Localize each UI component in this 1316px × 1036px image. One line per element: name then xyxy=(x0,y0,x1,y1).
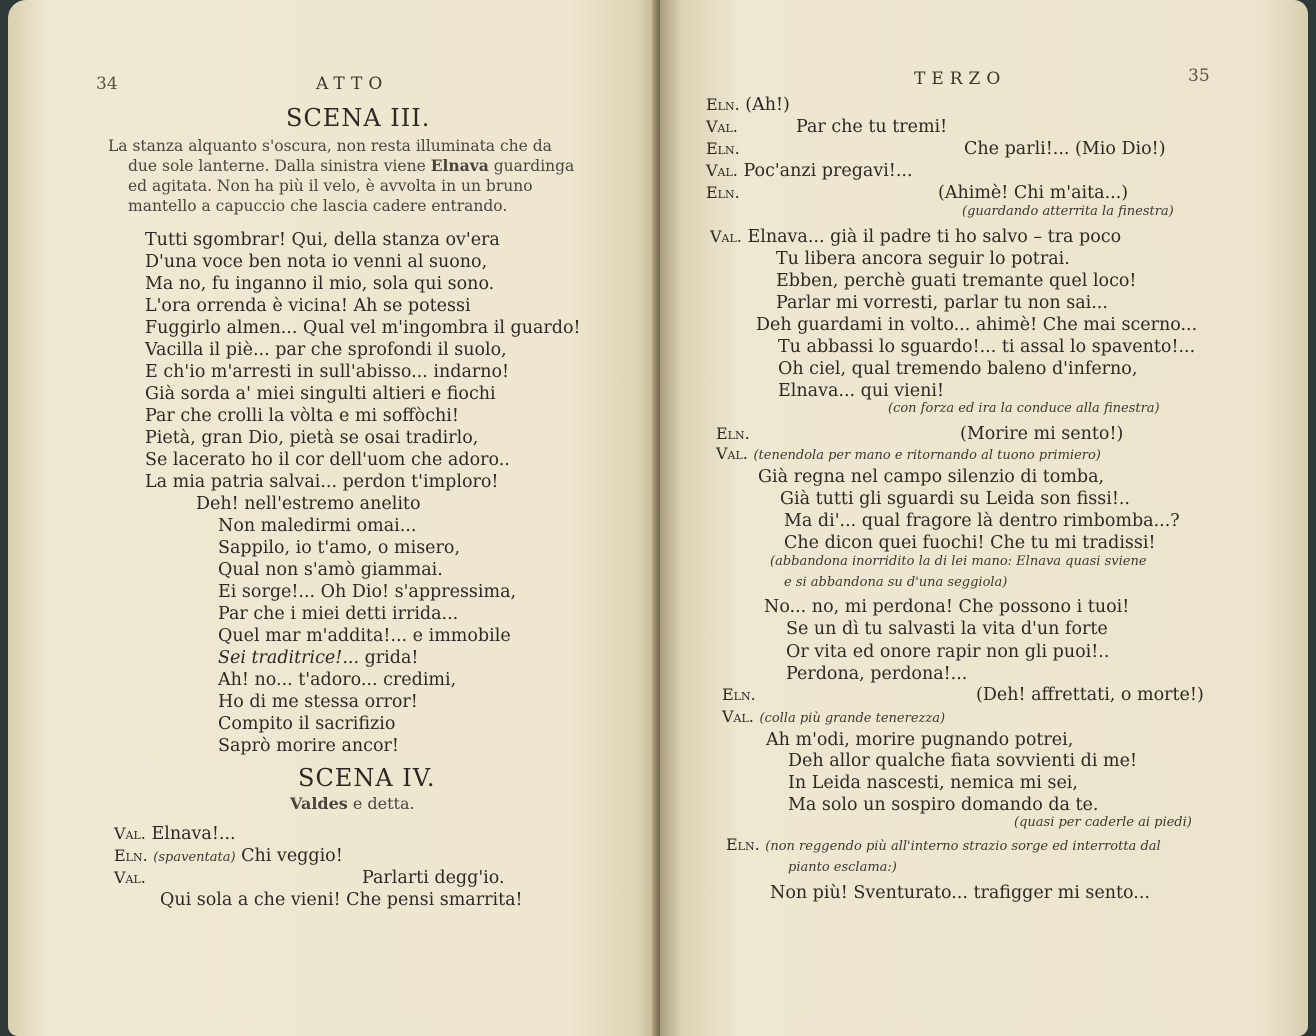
character-name: Elnava xyxy=(430,156,489,175)
verse-line: Non più! Sventurato... trafigger mi sento... xyxy=(770,883,1150,903)
dialogue-line: Eln. (Ah!) xyxy=(706,95,790,115)
verse-line: Saprò morire ancor! xyxy=(218,736,399,756)
page-number: 35 xyxy=(1188,66,1210,86)
dialogue-line: Eln. (Deh! affrettati, o morte!) xyxy=(722,685,1204,705)
verse-line: Par che i miei detti irrida... xyxy=(218,604,459,624)
speaker: Eln. xyxy=(706,183,740,202)
dialogue-line: Val. Parlarti degg'io. xyxy=(114,868,505,888)
dialogue-line: Val. Par che tu tremi! xyxy=(706,117,948,137)
speaker: Val. xyxy=(722,707,754,726)
verse-line: Ho di me stessa orror! xyxy=(218,692,418,712)
verse-line: Se lacerato ho il cor dell'uom che adoro.. xyxy=(145,450,510,470)
verse-line: L'ora orrenda è vicina! Ah se potessi xyxy=(145,296,471,316)
scene-title: SCENA III. xyxy=(286,104,431,132)
verse-line: Perdona, perdona!... xyxy=(786,664,968,684)
verse-line: In Leida nascesti, nemica mi sei, xyxy=(788,773,1078,793)
stage-direction: (spaventata) xyxy=(153,850,236,865)
verse-line: Tutti sgombrar! Qui, della stanza ov'era xyxy=(145,230,500,250)
speaker: Val. xyxy=(114,824,146,843)
verse-line: Par che crolli la vòlta e mi soffòchi! xyxy=(145,406,459,426)
speaker: Val. xyxy=(716,444,748,463)
running-head: ATTO xyxy=(316,74,389,94)
verse-line: Sei traditrice!... grida! xyxy=(218,648,419,668)
verse-line: Ah! no... t'adoro... credimi, xyxy=(218,670,457,690)
verse-line: Qual non s'amò giammai. xyxy=(218,560,443,580)
right-page xyxy=(660,0,1308,1036)
stage-direction: e si abbandona su d'una seggiola) xyxy=(784,575,1008,590)
verse-line: Ah m'odi, morire pugnando potrei, xyxy=(766,730,1074,750)
stage-line: ed agitata. Non ha più il velo, è avvolta in un bruno xyxy=(128,177,533,195)
dialogue-line: Eln. (Morire mi sento!) xyxy=(716,424,1124,444)
scene-persons: Valdes e detta. xyxy=(290,794,415,813)
verse-line: E ch'io m'arresti in sull'abisso... indarno! xyxy=(145,362,510,382)
verse-line: Ma di'... qual fragore là dentro rimbomba...? xyxy=(784,511,1180,531)
verse-line: Or vita ed onore rapir non gli puoi!.. xyxy=(786,642,1110,662)
verse-line: Oh ciel, qual tremendo baleno d'inferno, xyxy=(778,359,1138,379)
dialogue-line xyxy=(722,706,945,730)
verse-line: Non maledirmi omai... xyxy=(218,516,417,536)
verse-line: Deh allor qualche fiata sovvienti di me! xyxy=(788,751,1137,771)
verse-line: Ma no, fu inganno il mio, sola qui sono. xyxy=(145,274,495,294)
stage-direction: (quasi per caderle ai piedi) xyxy=(1014,815,1192,830)
dialogue-line: Eln. Che parli!... (Mio Dio!) xyxy=(706,139,1166,159)
dialogue-line xyxy=(716,443,1101,467)
speaker: Eln. xyxy=(706,139,740,158)
speaker: Val. xyxy=(706,117,738,136)
verse-line: La mia patria salvai... perdon t'imploro! xyxy=(145,472,499,492)
verse-line: Già regna nel campo silenzio di tomba, xyxy=(758,467,1105,487)
verse-line: No... no, mi perdona! Che possono i tuoi! xyxy=(764,597,1130,617)
speaker: Eln. xyxy=(716,424,750,443)
dialogue-line: Eln. (Ahimè! Chi m'aita...) xyxy=(706,183,1129,203)
verse-line: Elnava... qui vieni! xyxy=(778,381,945,401)
dialogue-line xyxy=(726,834,1161,858)
stage-direction: (guardando atterrita la finestra) xyxy=(962,204,1174,219)
verse-line: Sappilo, io t'amo, o misero, xyxy=(218,538,461,558)
verse-line: Tu libera ancora seguir lo potrai. xyxy=(776,249,1070,269)
verse-line: Pietà, gran Dio, pietà se osai tradirlo, xyxy=(145,428,479,448)
verse-line: Tu abbassi lo sguardo!... ti assal lo spavento!... xyxy=(778,337,1196,357)
dialogue-line: Val. Elnava... già il padre ti ho salvo – tra poco xyxy=(710,227,1122,247)
stage-line: La stanza alquanto s'oscura, non resta illuminata che da xyxy=(108,137,552,155)
verse-line: Fuggirlo almen... Qual vel m'ingombra il guardo! xyxy=(145,318,581,338)
scene-title: SCENA IV. xyxy=(298,764,436,792)
speaker: Val. xyxy=(710,227,742,246)
verse-line: Già tutti gli sguardi su Leida son fissi!.. xyxy=(780,489,1130,509)
verse-line: Già sorda a' miei singulti altieri e fiochi xyxy=(145,384,496,404)
speaker: Eln. xyxy=(706,95,740,114)
verse-line: Deh guardami in volto... ahimè! Che mai scerno... xyxy=(756,315,1198,335)
dialogue-line: Qui sola a che vieni! Che pensi smarrita! xyxy=(160,890,523,910)
stage-line: mantello a capuccio che lascia cadere entrando. xyxy=(128,197,508,215)
verse-line: Che dicon quei fuochi! Che tu mi tradissi! xyxy=(784,533,1156,553)
speaker: Val. xyxy=(706,161,738,180)
stage-direction: (abbandona inorridito la di lei mano: Elnava quasi sviene xyxy=(770,554,1147,569)
verse-line: Parlar mi vorresti, parlar tu non sai... xyxy=(776,293,1108,313)
stage-direction: pianto esclama:) xyxy=(788,860,897,875)
stage-direction: (con forza ed ira la conduce alla finestra) xyxy=(888,401,1160,416)
verse-line: Vacilla il piè... par che sprofondi il suolo, xyxy=(145,340,507,360)
stage-direction: (tenendola per mano e ritornando al tuono primiero) xyxy=(753,448,1101,463)
stage-direction: (colla più grande tenerezza) xyxy=(759,711,946,726)
running-head: TERZO xyxy=(914,69,1007,89)
stage-direction: (non reggendo più all'interno strazio sorge ed interrotta dal xyxy=(765,839,1161,854)
speaker: Eln. xyxy=(726,835,760,854)
verse-line: Ma solo un sospiro domando da te. xyxy=(788,795,1099,815)
dialogue-line: Val. Elnava!... xyxy=(114,824,236,844)
speaker: Eln. xyxy=(722,685,756,704)
dialogue-line: Eln. (spaventata) Chi veggio! xyxy=(114,846,343,866)
verse-line: Quel mar m'addita!... e immobile xyxy=(218,626,511,646)
verse-line: Compito il sacrifizio xyxy=(218,714,396,734)
verse-line: Ebben, perchè guati tremante quel loco! xyxy=(776,271,1137,291)
verse-line: Deh! nell'estremo anelito xyxy=(196,494,421,514)
verse-line: D'una voce ben nota io venni al suono, xyxy=(145,252,488,272)
speaker: Val. xyxy=(114,868,146,887)
left-page xyxy=(8,0,660,1036)
page-number: 34 xyxy=(96,74,118,94)
stage-line: due sole lanterne. Dalla sinistra viene Elnava guardinga xyxy=(128,156,575,175)
speaker: Eln. xyxy=(114,846,148,865)
verse-line: Ei sorge!... Oh Dio! s'appressima, xyxy=(218,582,517,602)
verse-line: Se un dì tu salvasti la vita d'un forte xyxy=(786,619,1108,639)
dialogue-line: Val. Poc'anzi pregavi!... xyxy=(706,161,913,181)
